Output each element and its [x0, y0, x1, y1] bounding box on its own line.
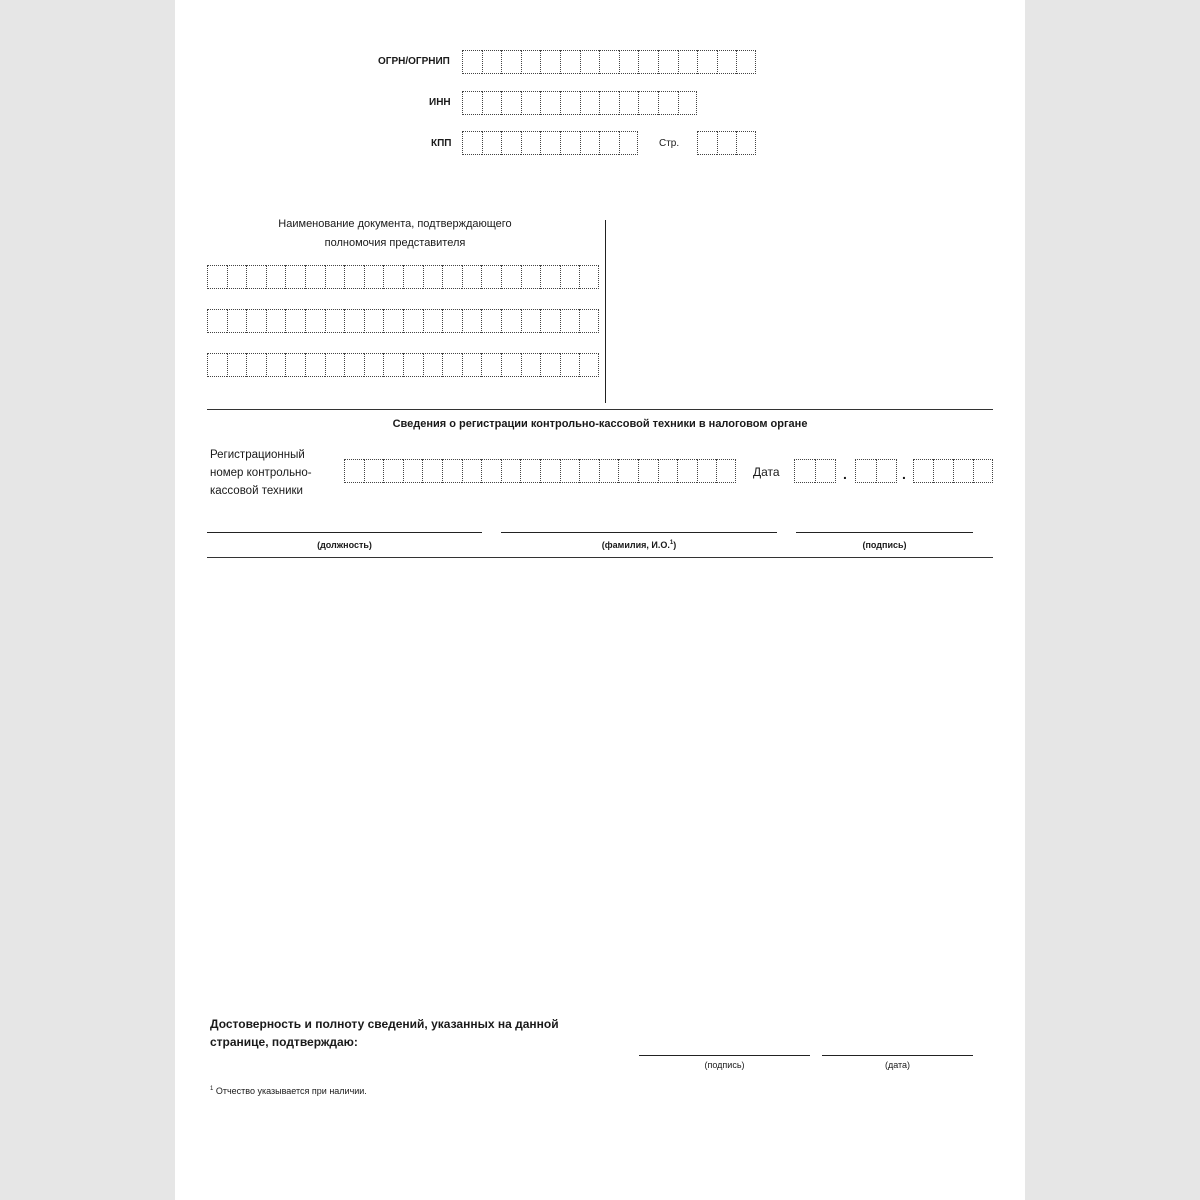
- footnote-text: Отчество указывается при наличии.: [215, 1086, 367, 1096]
- reg-number-label: [210, 446, 312, 500]
- ogrn-cells[interactable]: [462, 50, 756, 74]
- char-cell[interactable]: [579, 459, 599, 483]
- char-cell[interactable]: [246, 265, 266, 289]
- char-cell[interactable]: [599, 91, 619, 115]
- char-cell[interactable]: [521, 91, 541, 115]
- char-cell[interactable]: [266, 309, 286, 333]
- char-cell[interactable]: [540, 265, 560, 289]
- char-cell[interactable]: [462, 459, 482, 483]
- char-cell[interactable]: [325, 265, 345, 289]
- char-cell[interactable]: [442, 459, 462, 483]
- char-cell[interactable]: [678, 50, 698, 74]
- char-cell[interactable]: [521, 50, 541, 74]
- footnote-mark: 1: [210, 1086, 214, 1092]
- char-cell[interactable]: [560, 459, 580, 483]
- char-cell[interactable]: [227, 309, 247, 333]
- char-cell[interactable]: [560, 50, 580, 74]
- char-cell[interactable]: [678, 91, 698, 115]
- char-cell[interactable]: [462, 265, 482, 289]
- char-cell[interactable]: [521, 265, 541, 289]
- confirmation-text: [210, 1015, 559, 1051]
- signature-caption: (подпись): [862, 540, 907, 550]
- char-cell[interactable]: [580, 91, 600, 115]
- char-cell[interactable]: [540, 309, 560, 333]
- char-cell[interactable]: [442, 265, 462, 289]
- char-cell[interactable]: [462, 353, 482, 377]
- reg-number-cells[interactable]: [344, 459, 736, 483]
- confirm-date-line[interactable]: [822, 1055, 973, 1056]
- char-cell[interactable]: [521, 353, 541, 377]
- char-cell[interactable]: [442, 353, 462, 377]
- confirmation-line2: странице, подтверждаю:: [210, 1035, 358, 1049]
- char-cell[interactable]: [501, 265, 521, 289]
- char-cell[interactable]: [344, 309, 364, 333]
- char-cell[interactable]: [876, 459, 897, 483]
- char-cell[interactable]: [227, 353, 247, 377]
- date-day-cells[interactable]: [794, 459, 836, 483]
- char-cell[interactable]: [246, 309, 266, 333]
- char-cell[interactable]: [599, 131, 619, 155]
- char-cell[interactable]: [344, 265, 364, 289]
- char-cell[interactable]: [227, 265, 247, 289]
- vertical-divider: [605, 220, 606, 403]
- char-cell[interactable]: [207, 353, 227, 377]
- char-cell[interactable]: [697, 131, 717, 155]
- char-cell[interactable]: [266, 265, 286, 289]
- doc-title-line1: Наименование документа, подтверждающего: [278, 218, 512, 230]
- char-cell[interactable]: [501, 309, 521, 333]
- char-cell[interactable]: [717, 131, 737, 155]
- char-cell[interactable]: [579, 353, 599, 377]
- char-cell[interactable]: [619, 131, 639, 155]
- inn-cells[interactable]: [462, 91, 697, 115]
- char-cell[interactable]: [521, 309, 541, 333]
- footnote: [210, 1086, 367, 1096]
- char-cell[interactable]: [697, 50, 717, 74]
- char-cell[interactable]: [266, 353, 286, 377]
- char-cell[interactable]: [579, 265, 599, 289]
- char-cell[interactable]: [383, 309, 403, 333]
- char-cell[interactable]: [697, 459, 717, 483]
- signature-line[interactable]: [796, 532, 973, 533]
- kpp-cells[interactable]: [462, 131, 638, 155]
- confirmation-line1: Достоверность и полноту сведений, указанных на данной: [210, 1017, 559, 1031]
- reg-number-line3: кассовой техники: [210, 485, 303, 497]
- char-cell[interactable]: [423, 353, 443, 377]
- char-cell[interactable]: [482, 91, 502, 115]
- date-separator-1: .: [843, 466, 847, 482]
- form-page: [175, 0, 1025, 1200]
- char-cell[interactable]: [599, 459, 619, 483]
- char-cell[interactable]: [383, 265, 403, 289]
- position-line[interactable]: [207, 532, 482, 533]
- doc-cells-row3[interactable]: [207, 353, 599, 377]
- char-cell[interactable]: [325, 309, 345, 333]
- char-cell[interactable]: [619, 50, 639, 74]
- fullname-close: ): [673, 540, 677, 550]
- char-cell[interactable]: [717, 50, 737, 74]
- char-cell[interactable]: [481, 265, 501, 289]
- char-cell[interactable]: [855, 459, 876, 483]
- char-cell[interactable]: [540, 50, 560, 74]
- char-cell[interactable]: [364, 353, 384, 377]
- char-cell[interactable]: [599, 50, 619, 74]
- char-cell[interactable]: [462, 131, 482, 155]
- char-cell[interactable]: [736, 50, 756, 74]
- char-cell[interactable]: [344, 459, 364, 483]
- char-cell[interactable]: [462, 50, 482, 74]
- reg-number-line2: номер контрольно-: [210, 467, 312, 479]
- char-cell[interactable]: [560, 91, 580, 115]
- char-cell[interactable]: [501, 459, 521, 483]
- char-cell[interactable]: [953, 459, 973, 483]
- char-cell[interactable]: [285, 309, 305, 333]
- char-cell[interactable]: [638, 91, 658, 115]
- date-month-cells[interactable]: [855, 459, 897, 483]
- char-cell[interactable]: [560, 353, 580, 377]
- char-cell[interactable]: [540, 459, 560, 483]
- char-cell[interactable]: [285, 265, 305, 289]
- char-cell[interactable]: [305, 265, 325, 289]
- position-caption: (должность): [317, 540, 372, 550]
- date-year-cells[interactable]: [913, 459, 993, 483]
- char-cell[interactable]: [560, 265, 580, 289]
- char-cell[interactable]: [305, 353, 325, 377]
- doc-title: [255, 215, 535, 253]
- char-cell[interactable]: [815, 459, 836, 483]
- doc-title-line2: полномочия представителя: [324, 237, 466, 249]
- kpp-label: КПП: [431, 138, 452, 149]
- section-divider-bottom: [207, 557, 993, 558]
- char-cell[interactable]: [501, 91, 521, 115]
- char-cell[interactable]: [325, 353, 345, 377]
- char-cell[interactable]: [658, 50, 678, 74]
- char-cell[interactable]: [246, 353, 266, 377]
- char-cell[interactable]: [423, 309, 443, 333]
- inn-label: ИНН: [429, 97, 451, 108]
- reg-number-line1: Регистрационный: [210, 449, 305, 461]
- char-cell[interactable]: [520, 459, 540, 483]
- char-cell[interactable]: [481, 353, 501, 377]
- char-cell[interactable]: [736, 131, 756, 155]
- page-label: Стр.: [659, 138, 680, 149]
- char-cell[interactable]: [383, 459, 403, 483]
- doc-cells-row2[interactable]: [207, 309, 599, 333]
- char-cell[interactable]: [481, 459, 501, 483]
- char-cell[interactable]: [423, 265, 443, 289]
- char-cell[interactable]: [285, 353, 305, 377]
- char-cell[interactable]: [207, 265, 227, 289]
- char-cell[interactable]: [933, 459, 953, 483]
- char-cell[interactable]: [560, 309, 580, 333]
- char-cell[interactable]: [383, 353, 403, 377]
- char-cell[interactable]: [521, 131, 541, 155]
- char-cell[interactable]: [794, 459, 815, 483]
- char-cell[interactable]: [677, 459, 697, 483]
- char-cell[interactable]: [364, 265, 384, 289]
- char-cell[interactable]: [540, 131, 560, 155]
- doc-cells-row1[interactable]: [207, 265, 599, 289]
- char-cell[interactable]: [482, 131, 502, 155]
- char-cell[interactable]: [403, 459, 423, 483]
- fullname-caption: [501, 540, 777, 550]
- char-cell[interactable]: [658, 91, 678, 115]
- char-cell[interactable]: [580, 50, 600, 74]
- section-title: Сведения о регистрации контрольно-кассовой техники в налоговом органе: [392, 418, 808, 430]
- char-cell[interactable]: [619, 91, 639, 115]
- ogrn-label: ОГРН/ОГРНИП: [378, 56, 450, 67]
- char-cell[interactable]: [481, 309, 501, 333]
- char-cell[interactable]: [442, 309, 462, 333]
- char-cell[interactable]: [580, 131, 600, 155]
- char-cell[interactable]: [364, 459, 384, 483]
- char-cell[interactable]: [501, 131, 521, 155]
- fullname-text: (фамилия, И.О.: [601, 540, 670, 550]
- page-cells[interactable]: [697, 131, 756, 155]
- char-cell[interactable]: [364, 309, 384, 333]
- char-cell[interactable]: [540, 91, 560, 115]
- char-cell[interactable]: [462, 91, 482, 115]
- char-cell[interactable]: [305, 309, 325, 333]
- char-cell[interactable]: [658, 459, 678, 483]
- confirm-signature-line[interactable]: [639, 1055, 810, 1056]
- char-cell[interactable]: [422, 459, 442, 483]
- char-cell[interactable]: [501, 353, 521, 377]
- section-divider-top: [207, 409, 993, 410]
- char-cell[interactable]: [638, 459, 658, 483]
- date-label: Дата: [753, 465, 780, 479]
- char-cell[interactable]: [716, 459, 736, 483]
- char-cell[interactable]: [560, 131, 580, 155]
- char-cell[interactable]: [540, 353, 560, 377]
- char-cell[interactable]: [482, 50, 502, 74]
- char-cell[interactable]: [344, 353, 364, 377]
- confirm-date-caption: (дата): [884, 1060, 911, 1070]
- char-cell[interactable]: [403, 309, 423, 333]
- confirm-signature-caption: (подпись): [704, 1060, 745, 1070]
- char-cell[interactable]: [913, 459, 933, 483]
- char-cell[interactable]: [207, 309, 227, 333]
- char-cell[interactable]: [403, 353, 423, 377]
- char-cell[interactable]: [618, 459, 638, 483]
- date-separator-2: .: [902, 466, 906, 482]
- char-cell[interactable]: [973, 459, 993, 483]
- char-cell[interactable]: [501, 50, 521, 74]
- char-cell[interactable]: [403, 265, 423, 289]
- char-cell[interactable]: [579, 309, 599, 333]
- char-cell[interactable]: [638, 50, 658, 74]
- fullname-footnote-mark: 1: [669, 540, 674, 546]
- fullname-line[interactable]: [501, 532, 777, 533]
- char-cell[interactable]: [462, 309, 482, 333]
